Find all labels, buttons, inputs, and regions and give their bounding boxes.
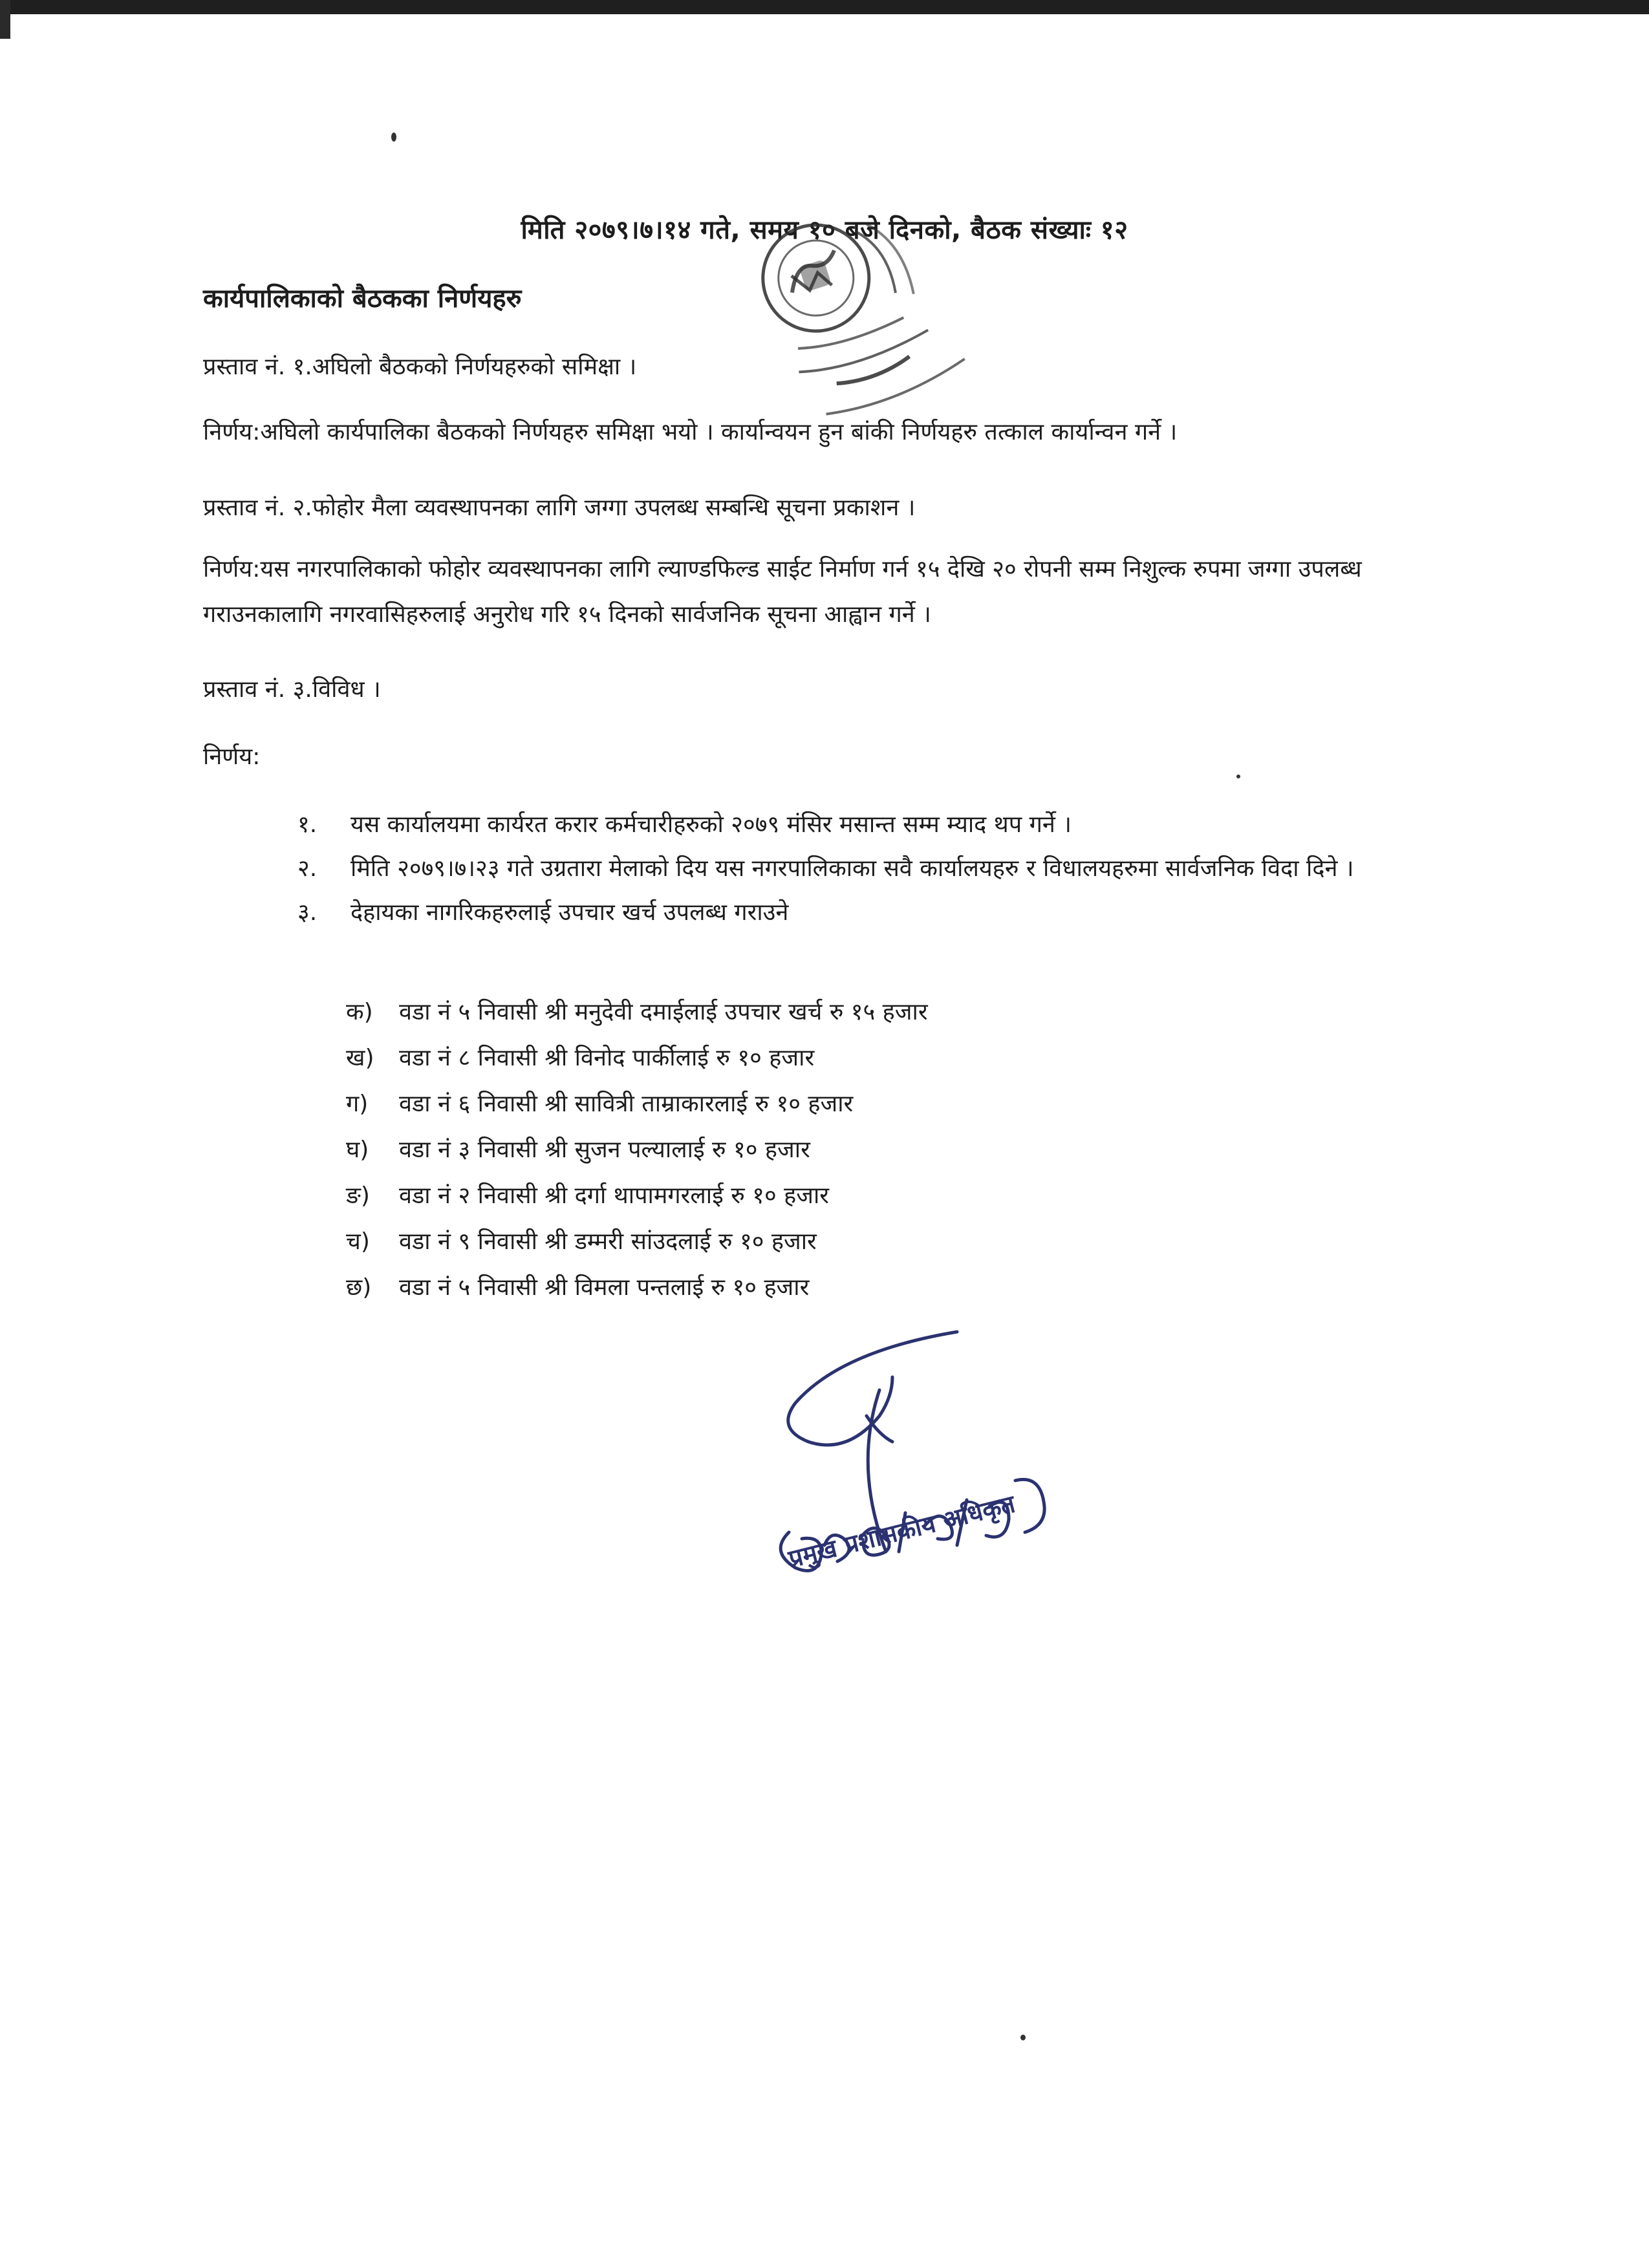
list-item-text: वडा नं ८ निवासी श्री विनोद पार्कीलाई रु १० हजार xyxy=(399,1045,815,1071)
list-item-number: १. xyxy=(297,811,318,838)
signatory-title: प्रमुख प्रशासकीय अधिकृत xyxy=(785,1489,1018,1574)
medical-aid-list xyxy=(346,989,928,1311)
list-item-marker: छ) xyxy=(346,1274,372,1301)
proposal-1: प्रस्ताव नं. १.अघिलो बैठकको निर्णयहरुको समिक्षा । xyxy=(203,354,637,380)
list-item-text: वडा नं ६ निवासी श्री सावित्री ताम्राकारलाई रु १० हजार xyxy=(399,1091,854,1117)
list-item xyxy=(346,1081,928,1127)
list-item-number: ३. xyxy=(297,899,318,926)
meeting-heading: मिति २०७९।७।१४ गते, समय १० बजे दिनको, बैठक संख्याः १२ xyxy=(521,215,1128,245)
list-item-text: वडा नं ९ निवासी श्री डम्मरी सांउदलाई रु १० हजार xyxy=(399,1228,817,1255)
list-item-text: यस कार्यालयमा कार्यरत करार कर्मचारीहरुको २०७९ मंसिर मसान्त सम्म म्याद थप गर्ने । xyxy=(350,811,1072,838)
list-item xyxy=(346,1173,928,1219)
list-item xyxy=(297,847,1487,891)
list-item-marker: क) xyxy=(346,999,373,1025)
decision-list xyxy=(297,803,1487,935)
decision-1: निर्णय:अघिलो कार्यपालिका बैठकको निर्णयहरु समिक्षा भयो । कार्यान्वयन हुन बांकी निर्णयहरु तत्काल कार्यान्वन गर्ने । xyxy=(203,419,1178,445)
list-item xyxy=(346,1127,928,1173)
section-title: कार्यपालिकाको बैठकका निर्णयहरु xyxy=(203,284,522,314)
proposal-2: प्रस्ताव नं. २.फोहोर मैला व्यवस्थापनका लागि जग्गा उपलब्ध सम्बन्धि सूचना प्रकाशन । xyxy=(203,495,916,521)
list-item-text: वडा नं ५ निवासी श्री मनुदेवी दमाईलाई उपचार खर्च रु १५ हजार xyxy=(399,999,928,1025)
list-item-text: वडा नं ५ निवासी श्री विमला पन्तलाई रु १० हजार xyxy=(399,1274,810,1301)
list-item xyxy=(346,1265,928,1311)
list-item-text: वडा नं ३ निवासी श्री सुजन पल्यालाई रु १० हजार xyxy=(399,1137,810,1163)
scan-speck xyxy=(1236,775,1240,778)
scan-border-left xyxy=(0,0,10,39)
list-item xyxy=(297,803,1487,847)
list-item-text: मिति २०७९।७।२३ गते उग्रतारा मेलाको दिय यस नगरपालिकाका सवै कार्यालयहरु र विधालयहरुमा सार्वजनिक विदा दिने । xyxy=(350,855,1354,882)
list-item-marker: ख) xyxy=(346,1045,374,1071)
list-item-marker: ङ) xyxy=(346,1182,370,1209)
list-item-marker: घ) xyxy=(346,1137,369,1163)
list-item xyxy=(346,1219,928,1265)
proposal-3: प्रस्ताव नं. ३.विविध । xyxy=(203,676,381,703)
list-item-text: देहायका नागरिकहरुलाई उपचार खर्च उपलब्ध गराउने xyxy=(350,899,789,926)
decision-3-label: निर्णय: xyxy=(203,744,261,770)
decision-2: निर्णय:यस नगरपालिकाको फोहोर व्यवस्थापनका लागि ल्याण्डफिल्ड साईट निर्माण गर्न १५ देखि २० रोपनी सम्म निशुल्क रुपमा जग्गा उपलब्ध गराउनकालागि नगरवासिहरुलाई अनुरोध गरि १५ दिनको सार्वजनिक सूचना आह्वान गर्ने । xyxy=(203,556,1362,628)
signature-mark xyxy=(711,1319,1112,1597)
list-item-marker: ग) xyxy=(346,1091,369,1117)
list-item xyxy=(346,1035,928,1081)
scan-speck xyxy=(1020,2035,1026,2040)
list-item-text: वडा नं २ निवासी श्री दर्गा थापामगरलाई रु १० हजार xyxy=(399,1182,829,1209)
list-item-number: २. xyxy=(297,855,318,882)
scan-border-top xyxy=(0,0,1649,14)
list-item xyxy=(297,891,1487,935)
scan-speck xyxy=(391,133,396,142)
list-item-marker: च) xyxy=(346,1228,370,1255)
list-item xyxy=(346,989,928,1035)
